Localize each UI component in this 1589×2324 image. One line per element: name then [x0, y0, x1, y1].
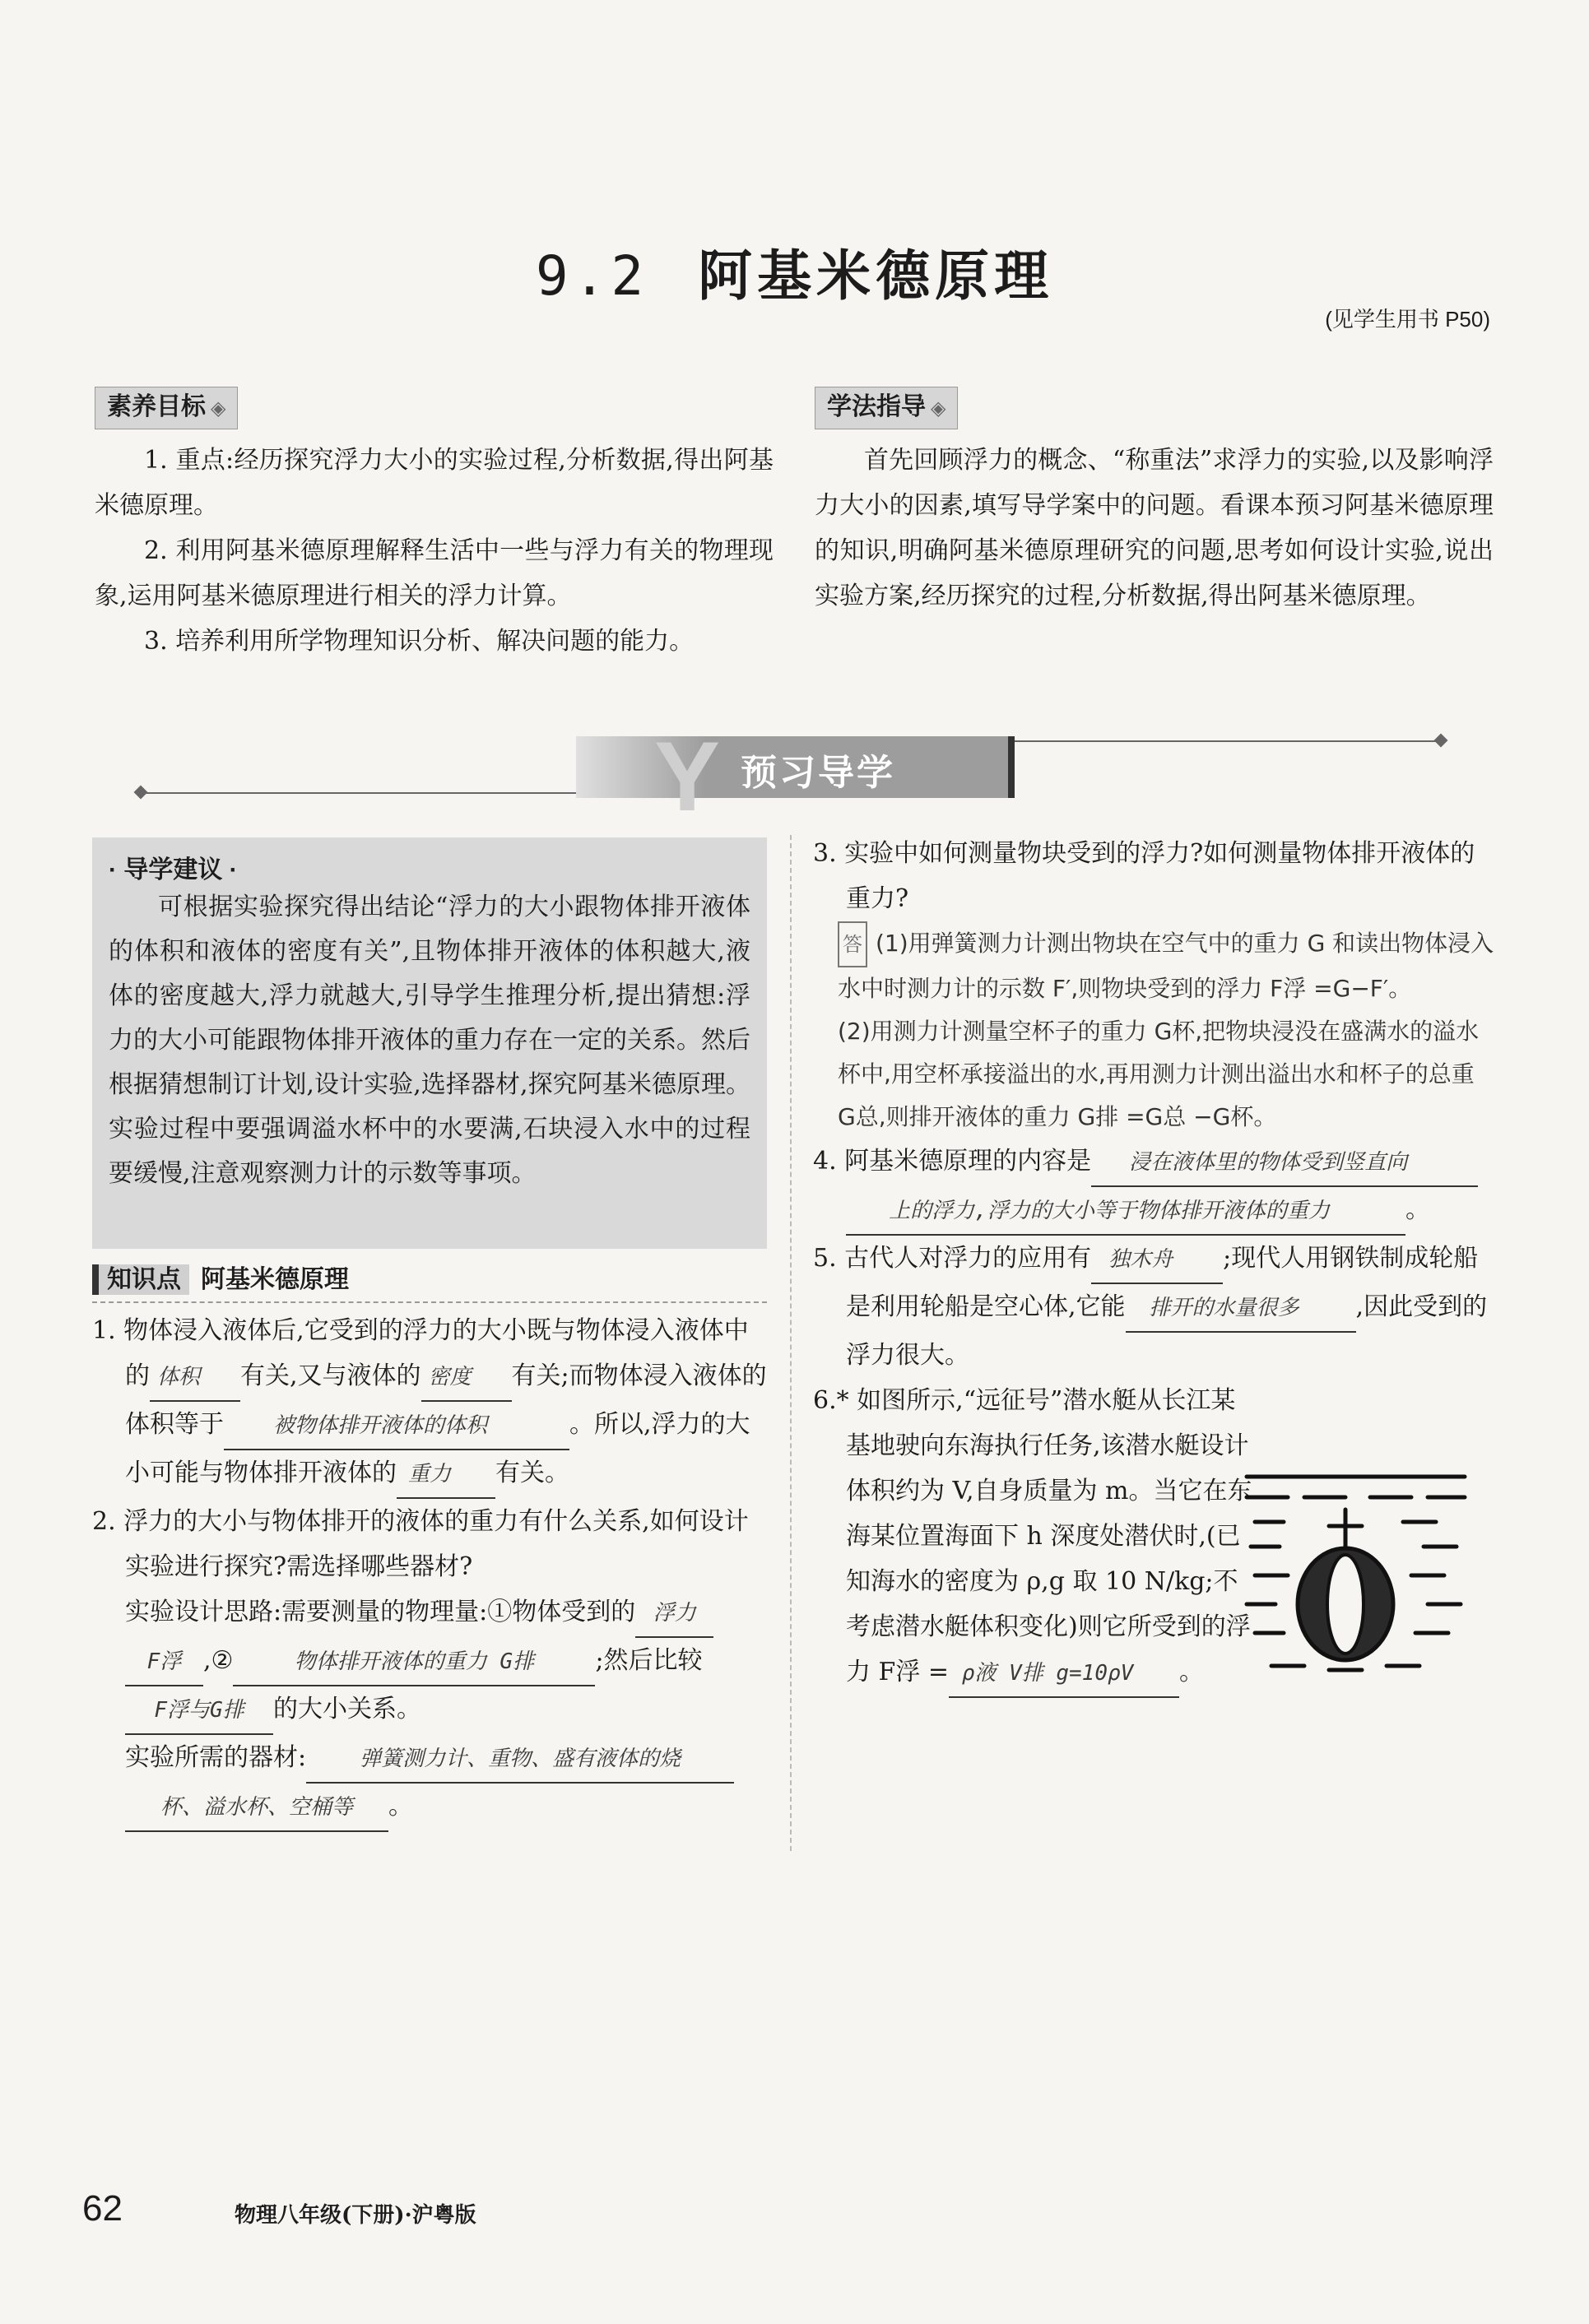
goal-item: 3. 培养利用所学物理知识分析、解决问题的能力。 — [144, 627, 695, 656]
q4-blank-1: 浸在液体里的物体受到竖直向 — [1091, 1140, 1478, 1187]
banner-dot-left — [134, 786, 148, 800]
q1-blank-1: 体积 — [150, 1355, 240, 1402]
q3-answer — [813, 921, 1496, 1139]
method-tag — [815, 387, 958, 429]
q2-equipment — [92, 1735, 767, 1832]
section-number: 9.2 — [535, 244, 649, 308]
q1-blank-4: 重力 — [397, 1452, 495, 1499]
banner-letter: Y — [654, 721, 721, 832]
submarine-icon — [1238, 1464, 1473, 1699]
banner-divider-right — [1008, 740, 1440, 742]
banner-label: 预习导学 — [741, 753, 895, 793]
q2-design-c: ;然后比较 — [595, 1646, 703, 1675]
answer-mark: 答 — [838, 921, 867, 967]
section-banner — [576, 721, 1015, 832]
goals-tag — [95, 387, 238, 429]
q6-blank: ρ液 V排 g=10ρV — [949, 1651, 1179, 1698]
knowledge-point-tag: 知识点 — [92, 1264, 189, 1295]
knowledge-point-title: 阿基米德原理 — [201, 1266, 349, 1293]
q4-blank-2: 上的浮力,浮力的大小等于物体排开液体的重力 — [846, 1189, 1405, 1236]
q2-blank-1b: F浮 — [125, 1640, 203, 1686]
q5-blank-1: 独木舟 — [1091, 1237, 1223, 1284]
q2-blank-4b: 杯、溢水杯、空桶等 — [125, 1785, 388, 1832]
q2-blank-4a: 弹簧测力计、重物、盛有液体的烧 — [306, 1737, 734, 1784]
left-questions — [92, 1308, 767, 1832]
question-2: 2. 浮力的大小与物体排开的液体的重力有什么关系,如何设计实验进行探究?需选择哪些器材? — [92, 1507, 749, 1581]
q2-design-a: 实验设计思路:需要测量的物理量:①物体受到的 — [125, 1598, 636, 1626]
diamond-icon: ◈ — [931, 397, 946, 420]
goal-item: 2. 利用阿基米德原理解释生活中一些与浮力有关的物理现象,运用阿基米德原理进行相关的浮力计算。 — [95, 536, 774, 610]
q2-design — [92, 1589, 767, 1735]
method-tag-label: 学法指导 — [827, 393, 926, 420]
page-number: 62 — [82, 2188, 123, 2229]
goal-item: 1. 重点:经历探究浮力大小的实验过程,分析数据,得出阿基米德原理。 — [95, 446, 774, 520]
q2-equip-b: 。 — [388, 1792, 413, 1821]
q1-text-a: 1. 物体浸入液体后,它受到的浮力的大小既与物体浸入液体中的 — [92, 1316, 749, 1390]
guide-heading: · 导学建议 · — [109, 856, 238, 884]
q1-text-c: 有关;而物体浸入液体的体积等于 — [125, 1361, 767, 1439]
question-3: 3. 实验中如何测量物块受到的浮力?如何测量物体排开液体的重力? — [813, 839, 1475, 913]
q1-text-d: 。所以,浮力的大小可能与物体排开液体的 — [125, 1410, 750, 1487]
q1-text-b: 有关,又与液体的 — [240, 1361, 421, 1390]
method-text: 首先回顾浮力的概念、“称重法”求浮力的实验,以及影响浮力大小的因素,填写导学案中的问题。看课本预习阿基米德原理的知识,明确阿基米德原理研究的问题,思考如何设计实验,说出实验方案,经历探究的过程,分析数据,得出阿基米德原理。 — [815, 446, 1494, 610]
book-title: 物理八年级(下册)·沪粤版 — [235, 2203, 476, 2228]
q2-equip-a: 实验所需的器材: — [125, 1743, 307, 1772]
question-6 — [813, 1378, 1257, 1698]
guide-box — [92, 837, 767, 1249]
question-5 — [813, 1236, 1496, 1378]
q1-blank-2: 密度 — [421, 1355, 512, 1402]
q1-blank-3: 被物体排开液体的体积 — [224, 1403, 569, 1450]
q2-blank-1a: 浮力 — [635, 1591, 713, 1638]
reference-note: (见学生用书 P50) — [1325, 307, 1490, 332]
guide-text: 可根据实验探究得出结论“浮力的大小跟物体排开液体的体积和液体的密度有关”,且物体排开液体的体积越大,液体的密度越大,浮力就越大,引导学生推理分析,提出猜想:浮力的大小可能跟物体排开液体的重力存在一定的关系。然后根据猜想制订计划,设计实验,选择器材,探究阿基米德原理。实验过程中要强调溢水杯中的水要满,石块浸入水中的过程要缓慢,注意观察测力计的示数等事项。 — [109, 893, 750, 1188]
section-title: 阿基米德原理 — [698, 244, 1054, 308]
goals-tag-label: 素养目标 — [107, 393, 206, 420]
page-title — [0, 232, 1589, 310]
q5-text-c: ,因此受到的浮力很大。 — [846, 1292, 1488, 1370]
q2-design-b: ,② — [203, 1646, 234, 1675]
q2-blank-2: 物体排开液体的重力 G排 — [233, 1640, 595, 1686]
goals-section — [95, 387, 774, 664]
q2-blank-3: F浮与G排 — [125, 1688, 273, 1735]
q4-text-b: 。 — [1405, 1195, 1430, 1224]
q5-text-a: 5. 古代人对浮力的应用有 — [813, 1244, 1092, 1273]
q3-answer-1: (1)用弹簧测力计测出物块在空气中的重力 G 和读出物体浸入水中时测力计的示数 F′,则物块受到的浮力 F浮 =G−F′。 — [838, 930, 1494, 1002]
q5-blank-2: 排开的水量很多 — [1126, 1286, 1356, 1333]
q2-design-d: 的大小关系。 — [273, 1695, 421, 1723]
banner-divider-left — [140, 792, 584, 794]
method-section — [815, 387, 1494, 619]
q6-text-a: 6.* 如图所示,“远征号”潜水艇从长江某基地驶向东海执行任务,该潜水艇设计体积约为 V,自身质量为 m。当它在东海某位置海面下 h 深度处潜伏时,(已知海水的密度为 ρ,g 取 10 N/kg;不考虑潜水艇体积变化)则它所受到的浮力 F浮 = — [813, 1386, 1252, 1686]
banner-dot-right — [1434, 734, 1448, 748]
question-4 — [813, 1139, 1496, 1236]
question-1 — [92, 1308, 767, 1499]
q4-text-a: 4. 阿基米德原理的内容是 — [813, 1147, 1092, 1176]
q3-answer-2: (2)用测力计测量空杯子的重力 G杯,把物块浸没在盛满水的溢水杯中,用空杯承接溢出的水,再用测力计测出溢出水和杯子的总重 G总,则排开液体的重力 G排 =G总 −G杯。 — [838, 1018, 1480, 1130]
knowledge-point-header — [92, 1259, 767, 1303]
q6-text-b: 。 — [1179, 1658, 1205, 1686]
q5-text-b: ;现代人用钢铁制成轮船是利用轮船是空心体,它能 — [846, 1244, 1479, 1321]
column-divider — [790, 835, 792, 1851]
diamond-icon: ◈ — [211, 397, 226, 420]
q1-text-e: 有关。 — [495, 1459, 569, 1487]
